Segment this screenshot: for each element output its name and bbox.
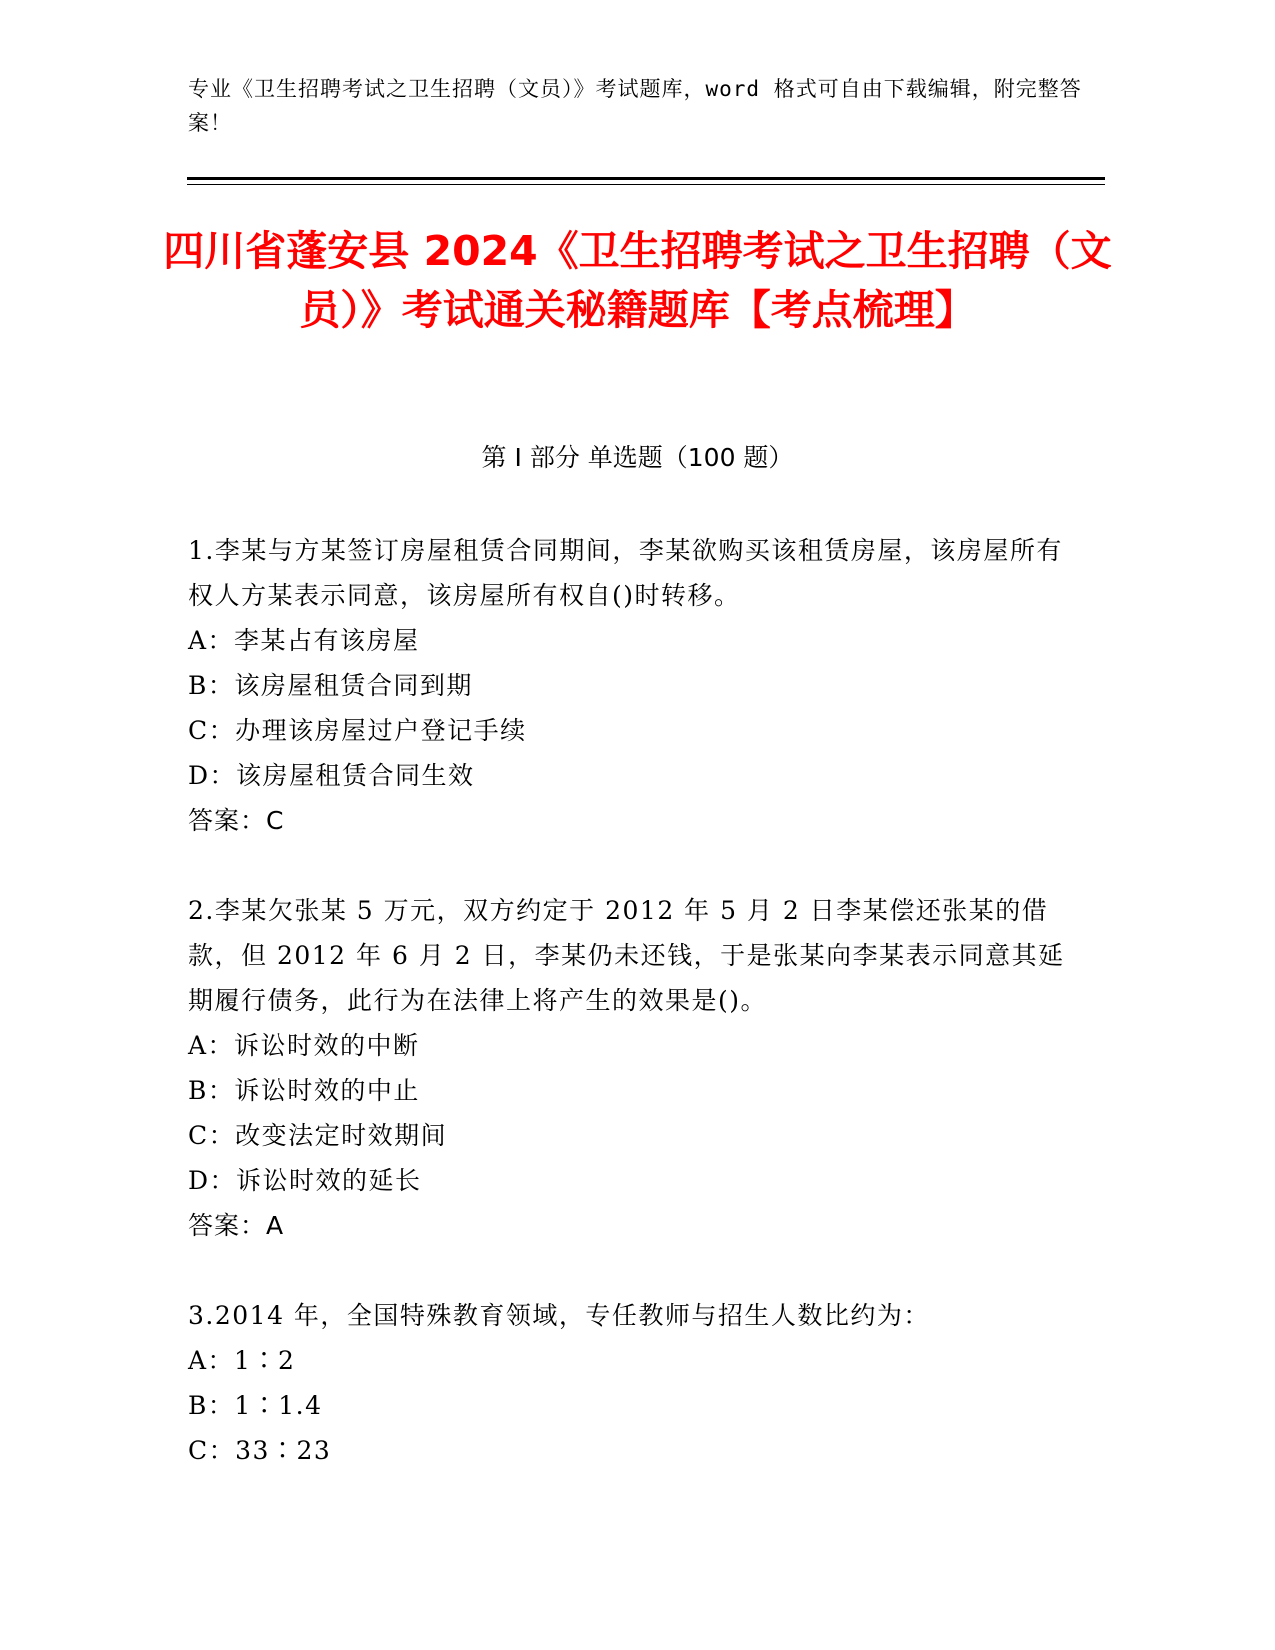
question-list <box>188 528 1068 1517</box>
question-2 <box>188 888 1068 1249</box>
header-note: 专业《卫生招聘考试之卫生招聘（文员）》考试题库，word 格式可自由下载编辑，附完整答案！ <box>188 77 1082 135</box>
header-rule-thin <box>187 184 1105 185</box>
question-stem: 3.2014 年，全国特殊教育领域，专任教师与招生人数比约为： <box>188 1301 930 1330</box>
header-rule-thick <box>187 177 1105 180</box>
option-a: A：李某占有该房屋 <box>188 626 420 655</box>
section-title: 第 I 部分 单选题（100 题） <box>481 443 794 472</box>
option-c: C：改变法定时效期间 <box>188 1121 448 1150</box>
question-stem: 1.李某与方某签订房屋租赁合同期间，李某欲购买该租赁房屋，该房屋所有权人方某表示同意，该房屋所有权自()时转移。 <box>188 536 1063 610</box>
question-stem: 2.李某欠张某 5 万元，双方约定于 2012 年 5 月 2 日李某偿还张某的借款，但 2012 年 6 月 2 日，李某仍未还钱，于是张某向李某表示同意其延期履行债务，此行为在法律上将产生的效果是()。 <box>188 896 1065 1015</box>
document-title: 四川省蓬安县 2024《卫生招聘考试之卫生招聘（文员）》考试通关秘籍题库【考点梳理】 <box>163 227 1112 334</box>
option-d: D：诉讼时效的延长 <box>188 1166 422 1195</box>
option-a: A：诉讼时效的中断 <box>188 1031 420 1060</box>
option-d: D：该房屋租赁合同生效 <box>188 761 475 790</box>
option-b: B：诉讼时效的中止 <box>188 1076 420 1105</box>
question-3 <box>188 1293 1068 1473</box>
answer: 答案：A <box>188 1211 285 1240</box>
answer: 答案：C <box>188 806 285 835</box>
option-a: A：1∶2 <box>188 1346 296 1375</box>
question-1 <box>188 528 1068 844</box>
option-b: B：1∶1.4 <box>188 1391 323 1420</box>
option-b: B：该房屋租赁合同到期 <box>188 671 473 700</box>
option-c: C：办理该房屋过户登记手续 <box>188 716 527 745</box>
option-c: C：33∶23 <box>188 1436 332 1465</box>
